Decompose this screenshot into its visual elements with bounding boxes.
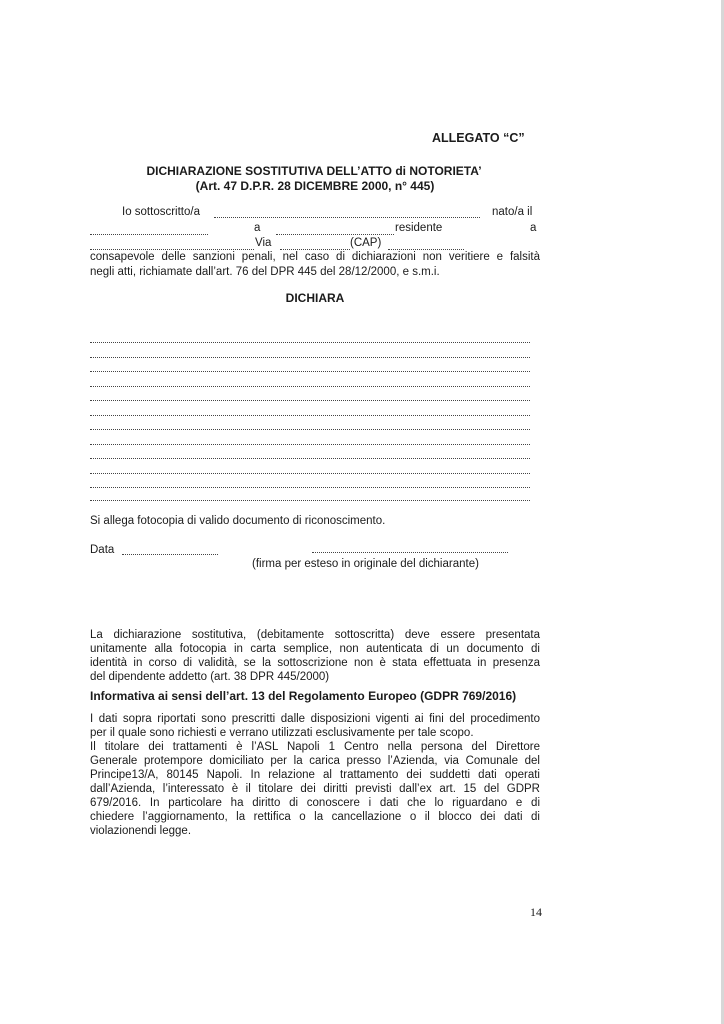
data-label: Data [90, 544, 115, 556]
declaration-line[interactable] [90, 444, 530, 445]
declaration-line[interactable] [90, 500, 530, 501]
signature-field-dots[interactable] [312, 552, 508, 553]
document-subtitle: (Art. 47 D.P.R. 28 DICEMBRE 2000, n° 445) [195, 179, 435, 193]
informativa-paragraph [90, 712, 540, 838]
note-line: identità in corso di validità, se la sottoscrizione non è stata effettuata in presenza [90, 657, 540, 669]
declaration-line[interactable] [90, 371, 530, 372]
cap-label: (CAP) [350, 237, 382, 249]
informativa-line: Principe13/A, 80145 Napoli. In relazione al trattamento dei suddetti dati operati [90, 769, 540, 781]
note-line: La dichiarazione sostitutiva, (debitamente sottoscritta) deve essere presentata [90, 629, 540, 641]
informativa-line: violazionendi legge. [90, 825, 192, 837]
declaration-line[interactable] [90, 458, 530, 459]
informativa-line: dall’Azienda, l’interessato è il titolare dei diritti previsti dall’ex art. 15 del GDPR [90, 783, 540, 795]
richiamate-line: negli atti, richiamate dall’art. 76 del DPR 445 del 28/12/2000, e s.m.i. [90, 266, 440, 278]
cap-field-dots[interactable] [388, 249, 464, 250]
note-paragraph [90, 628, 540, 684]
informativa-line: I dati sopra riportati sono prescritti dalle disposizioni vigenti ai fini del procedimento [90, 713, 540, 725]
informativa-line: Generale protempore domiciliato per la carica presso l’Azienda, via Comunale del [90, 755, 540, 767]
consapevole-line: consapevole delle sanzioni penali, nel caso di dichiarazioni non veritiere e falsità [90, 251, 540, 263]
nato-label: nato/a il [492, 206, 533, 218]
informativa-line: 679/2016. In particolare ha diritto di conoscere i dati che lo riguardano e di [90, 797, 540, 809]
declaration-line[interactable] [90, 415, 530, 416]
note-line: unitamente alla fotocopia in carta semplice, non autenticata di un documento di [90, 643, 540, 655]
declaration-line[interactable] [90, 487, 530, 488]
declaration-line[interactable] [90, 400, 530, 401]
residence-a-label: a [530, 222, 537, 234]
residente-label: residente [395, 222, 443, 234]
date-field-dots[interactable] [122, 554, 218, 555]
informativa-line: per il quale sono richiesti e verrano utilizzati esclusivamente per tale scopo. [90, 727, 474, 739]
page-number: 14 [530, 905, 542, 919]
city-field-dots[interactable] [90, 249, 254, 250]
declaration-line[interactable] [90, 357, 530, 358]
declaration-line[interactable] [90, 342, 530, 343]
declaration-line[interactable] [90, 429, 530, 430]
allega-note: Si allega fotocopia di valido documento di riconoscimento. [90, 515, 386, 527]
name-field-dots[interactable] [214, 217, 480, 218]
birthplace-field-dots[interactable] [276, 234, 394, 235]
note-line: del dipendente addetto (art. 38 DPR 445/2000) [90, 671, 330, 683]
firma-caption: (firma per esteso in originale del dichiarante) [252, 558, 479, 570]
birthplace-a-label: a [254, 222, 261, 234]
declaration-line[interactable] [90, 386, 530, 387]
via-label: Via [255, 237, 272, 249]
sottoscritto-label: Io sottoscritto/a [122, 206, 200, 218]
declaration-line[interactable] [90, 473, 530, 474]
document-title: DICHIARAZIONE SOSTITUTIVA DELL’ATTO di NOTORIETA’ [146, 164, 482, 178]
informativa-title: Informativa ai sensi dell’art. 13 del Regolamento Europeo (GDPR 769/2016) [90, 689, 517, 703]
informativa-line: Il titolare dei trattamenti è l’ASL Napoli 1 Centro nella persona del Direttore [90, 741, 540, 753]
street-field-dots[interactable] [280, 249, 350, 250]
dichiara-heading: DICHIARA [285, 291, 345, 305]
allegato-heading: ALLEGATO “C” [432, 131, 525, 145]
birthdate-field-dots[interactable] [90, 234, 208, 235]
informativa-line: chiedere l’aggiornamento, la rettifica o la cancellazione o il blocco dei dati di [90, 811, 540, 823]
